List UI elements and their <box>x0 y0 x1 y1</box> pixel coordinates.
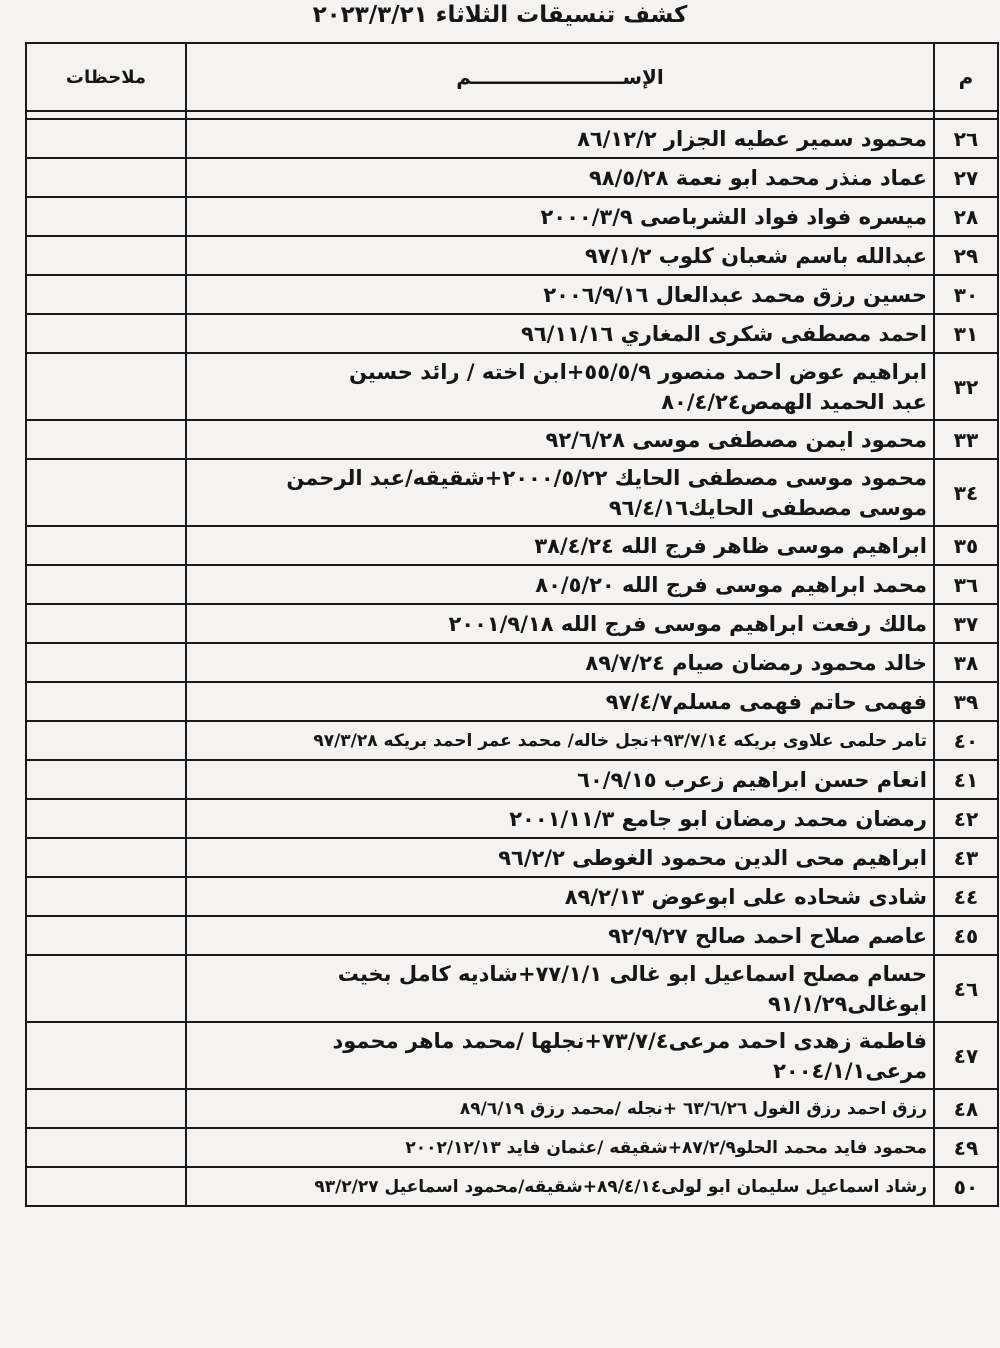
table-row <box>26 314 998 353</box>
row-notes <box>26 1089 186 1128</box>
row-number: ٣٥ <box>934 526 998 565</box>
names-table <box>25 42 999 1207</box>
row-name-cell <box>186 838 934 877</box>
row-number: ٢٩ <box>934 236 998 275</box>
row-name-cell <box>186 197 934 236</box>
row-notes <box>26 314 186 353</box>
table-row <box>26 119 998 158</box>
row-number: ٣٦ <box>934 565 998 604</box>
row-notes <box>26 721 186 760</box>
row-number: ٣٨ <box>934 643 998 682</box>
row-number: ٤٨ <box>934 1089 998 1128</box>
row-number: ٣٤ <box>934 459 998 526</box>
row-name: شادى شحاده على ابوعوض ٨٩/٢/١٣ <box>564 884 927 909</box>
row-name-cell <box>186 565 934 604</box>
table-row <box>26 526 998 565</box>
row-name: تامر حلمى علاوى بريكه ٩٣/٧/١٤+نجل خاله/ محمد عمر احمد بريكه ٩٧/٣/٢٨ <box>313 730 927 751</box>
row-number: ٤٠ <box>934 721 998 760</box>
row-notes <box>26 760 186 799</box>
row-name-cell <box>186 1022 934 1089</box>
row-notes <box>26 526 186 565</box>
table-row <box>26 275 998 314</box>
row-name-cell <box>186 1089 934 1128</box>
table-row <box>26 420 998 459</box>
row-name-cell <box>186 877 934 916</box>
row-number: ٣٠ <box>934 275 998 314</box>
table-row <box>26 353 998 420</box>
row-name-cell <box>186 604 934 643</box>
row-number: ٣٧ <box>934 604 998 643</box>
row-name-cell <box>186 420 934 459</box>
row-number: ٢٧ <box>934 158 998 197</box>
page-title: كشف تنسيقات الثلاثاء ٢٠٢٣/٣/٢١ <box>312 2 688 28</box>
row-name: محمود سمير عطيه الجزار ٨٦/١٢/٢ <box>577 126 927 151</box>
row-name-cell <box>186 955 934 1022</box>
row-notes <box>26 236 186 275</box>
row-name: حسين رزق محمد عبدالعال ٢٠٠٦/٩/١٦ <box>543 282 927 307</box>
row-number: ٤٧ <box>934 1022 998 1089</box>
row-number: ٥٠ <box>934 1167 998 1206</box>
table-row <box>26 236 998 275</box>
row-name-cell <box>186 158 934 197</box>
row-name: محمود ايمن مصطفى موسى ٩٢/٦/٢٨ <box>545 427 927 452</box>
row-name: مالك رفعت ابراهيم موسى فرج الله ٢٠٠١/٩/١٨ <box>448 611 927 636</box>
row-name-cell <box>186 275 934 314</box>
row-name: محمود فايد محمد الحلو٨٧/٢/٩+شقيقه /عثمان فايد ٢٠٠٢/١٢/١٣ <box>405 1137 927 1158</box>
row-name-cell <box>186 314 934 353</box>
row-name-cell <box>186 1167 934 1206</box>
row-name: ميسره فواد فواد الشرباصى ٢٠٠٠/٣/٩ <box>540 204 927 229</box>
row-name: خالد محمود رمضان صيام ٨٩/٧/٢٤ <box>585 650 927 675</box>
row-name: احمد مصطفى شكرى المغاري ٩٦/١١/١٦ <box>521 321 927 346</box>
row-number: ٣٩ <box>934 682 998 721</box>
table-row <box>26 1022 998 1089</box>
row-number: ٢٦ <box>934 119 998 158</box>
row-notes <box>26 353 186 420</box>
header-name: الإســــــــــــــــــــــم <box>186 43 934 111</box>
row-name: انعام حسن ابراهيم زعرب ٦٠/٩/١٥ <box>577 767 927 792</box>
row-notes <box>26 682 186 721</box>
row-notes <box>26 197 186 236</box>
row-notes <box>26 158 186 197</box>
table-row <box>26 682 998 721</box>
row-name-cell <box>186 643 934 682</box>
table-body <box>26 111 998 1206</box>
row-name: رشاد اسماعيل سليمان ابو لولى٨٩/٤/١٤+شقيقه/محمود اسماعيل ٩٣/٢/٢٧ <box>314 1176 927 1197</box>
row-name: فاطمة زهدى احمد مرعى٧٣/٧/٤+نجلها /محمد ماهر محمود مرعى٢٠٠٤/١/١ <box>332 1028 927 1083</box>
row-name: عبدالله باسم شعبان كلوب ٩٧/١/٢ <box>584 243 927 268</box>
row-name-cell <box>186 459 934 526</box>
row-number: ٣١ <box>934 314 998 353</box>
row-name: ابراهيم محى الدين محمود الغوطى ٩٦/٢/٢ <box>498 845 927 870</box>
table-row <box>26 158 998 197</box>
row-number: ٤٢ <box>934 799 998 838</box>
table-row <box>26 1089 998 1128</box>
table-row <box>26 877 998 916</box>
row-number: ٤٦ <box>934 955 998 1022</box>
row-number: ٣٢ <box>934 353 998 420</box>
row-notes <box>26 643 186 682</box>
table-spacer-row <box>26 111 998 119</box>
table-row <box>26 565 998 604</box>
row-notes <box>26 119 186 158</box>
row-name: فهمى حاتم فهمى مسلم٩٧/٤/٧ <box>605 689 927 714</box>
table-row <box>26 1167 998 1206</box>
header-num: م <box>934 43 998 111</box>
row-notes <box>26 877 186 916</box>
row-name-cell <box>186 799 934 838</box>
table-row <box>26 197 998 236</box>
table-row <box>26 799 998 838</box>
row-notes <box>26 420 186 459</box>
row-name: حسام مصلح اسماعيل ابو غالى ٧٧/١/١+شاديه كامل بخيت ابوغالى٩١/١/٢٩ <box>337 961 927 1016</box>
row-name: محمود موسى مصطفى الحايك ٢٠٠٠/٥/٢٢+شقيقه/عبد الرحمن موسى مصطفى الحايك٩٦/٤/١٦ <box>286 465 927 520</box>
row-notes <box>26 604 186 643</box>
row-name: ابراهيم عوض احمد منصور ٥٥/٥/٩+ابن اخته / رائد حسين عبد الحميد الهمص٨٠/٤/٢٤ <box>348 359 927 414</box>
row-name-cell <box>186 721 934 760</box>
row-number: ٤٩ <box>934 1128 998 1167</box>
row-notes <box>26 1167 186 1206</box>
table-row <box>26 916 998 955</box>
table-row <box>26 643 998 682</box>
row-number: ٤٥ <box>934 916 998 955</box>
row-name-cell <box>186 1128 934 1167</box>
row-name-cell <box>186 119 934 158</box>
row-notes <box>26 916 186 955</box>
table-row <box>26 604 998 643</box>
row-notes <box>26 275 186 314</box>
row-notes <box>26 838 186 877</box>
table-row <box>26 721 998 760</box>
row-name-cell <box>186 916 934 955</box>
table-row <box>26 838 998 877</box>
table-row <box>26 955 998 1022</box>
row-name-cell <box>186 353 934 420</box>
row-name: عاصم صلاح احمد صالح ٩٢/٩/٢٧ <box>608 923 927 948</box>
table-row <box>26 760 998 799</box>
row-name: رمضان محمد رمضان ابو جامع ٢٠٠١/١١/٣ <box>509 806 927 831</box>
table-row <box>26 459 998 526</box>
row-name: عماد منذر محمد ابو نعمة ٩٨/٥/٢٨ <box>588 165 927 190</box>
row-notes <box>26 1022 186 1089</box>
row-name: رزق احمد رزق الغول ٦٣/٦/٢٦ +نجله /محمد رزق ٨٩/٦/١٩ <box>459 1098 927 1119</box>
row-notes <box>26 955 186 1022</box>
row-notes <box>26 1128 186 1167</box>
row-name-cell <box>186 236 934 275</box>
row-name: محمد ابراهيم موسى فرج الله ٨٠/٥/٢٠ <box>535 572 927 597</box>
row-number: ٢٨ <box>934 197 998 236</box>
row-notes <box>26 459 186 526</box>
row-name-cell <box>186 526 934 565</box>
row-name-cell <box>186 760 934 799</box>
row-number: ٤١ <box>934 760 998 799</box>
row-notes <box>26 799 186 838</box>
row-number: ٤٤ <box>934 877 998 916</box>
table-row <box>26 1128 998 1167</box>
header-notes: ملاحظات <box>26 43 186 111</box>
table-header-row <box>26 43 998 111</box>
row-name-cell <box>186 682 934 721</box>
row-number: ٤٣ <box>934 838 998 877</box>
row-number: ٣٣ <box>934 420 998 459</box>
row-notes <box>26 565 186 604</box>
row-name: ابراهيم موسى ظاهر فرج الله ٣٨/٤/٢٤ <box>534 533 927 558</box>
